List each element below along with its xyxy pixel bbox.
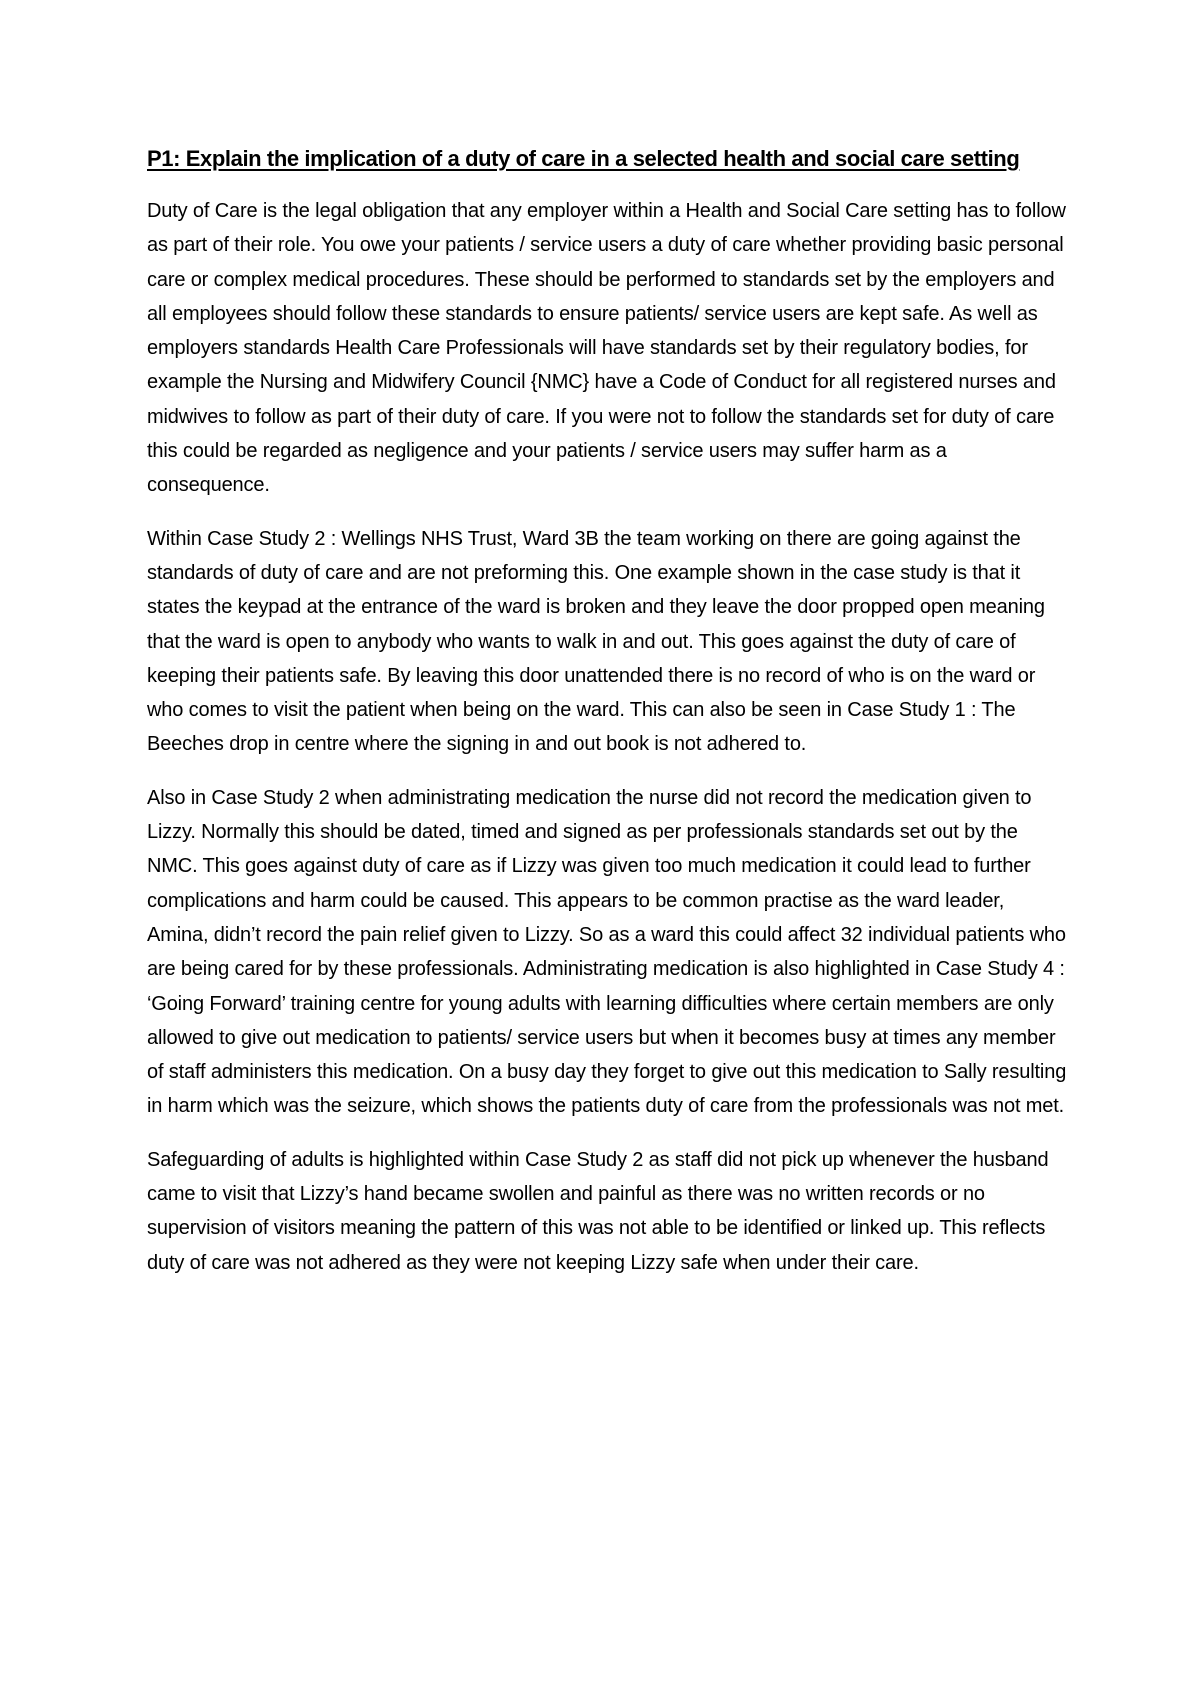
paragraph-medication-records: Also in Case Study 2 when administrating medication the nurse did not record the medication given to Lizzy. Normally this should be dated, timed and signed as per professionals standards set out by the NMC. This goes against duty of care as if Lizzy was given too much medication it could lead to further complications and harm could be caused. This appears to be common practise as the ward leader, Amina, didn’t record the pain relief given to Lizzy. So as a ward this could affect 32 individual patients who are being cared for by these professionals. Administrating medication is also highlighted in Case Study 4 : ‘Going Forward’ training centre for young adults with learning difficulties where certain members are only allowed to give out medication to patients/ service users but when it becomes busy at times any member of staff administers this medication. On a busy day they forget to give out this medication to Sally resulting in harm which was the seizure, which shows the patients duty of care from the professionals was not met. bbox=[147, 786, 1067, 1118]
document-heading: P1: Explain the implication of a duty of care in a selected health and social care setting bbox=[147, 146, 1020, 171]
document-body bbox=[147, 142, 1067, 1299]
paragraph-case-study-2-ward-access: Within Case Study 2 : Wellings NHS Trust, Ward 3B the team working on there are going against the standards of duty of care and are not preforming this. One example shown in the case study is that it states the keypad at the entrance of the ward is broken and they leave the door propped open meaning that the ward is open to anybody who wants to walk in and out. This goes against the duty of care of keeping their patients safe. By leaving this door unattended there is no record of who is on the ward or who comes to visit the patient when being on the ward. This can also be seen in Case Study 1 : The Beeches drop in centre where the signing in and out book is not adhered to. bbox=[147, 527, 1045, 756]
paragraph-safeguarding-adults: Safeguarding of adults is highlighted within Case Study 2 as staff did not pick up whenever the husband came to visit that Lizzy’s hand became swollen and painful as there was no written records or no supervision of visitors meaning the pattern of this was not able to be identified or linked up. This reflects duty of care was not adhered as they were not keeping Lizzy safe when under their care. bbox=[147, 1148, 1049, 1274]
paragraph-duty-of-care-definition: Duty of Care is the legal obligation that any employer within a Health and Social Care setting has to follow as part of their role. You owe your patients / service users a duty of care whether providing basic personal care or complex medical procedures. These should be performed to standards set by the employers and all employees should follow these standards to ensure patients/ service users are kept safe. As well as employers standards Health Care Professionals will have standards set by their regulatory bodies, for example the Nursing and Midwifery Council {NMC} have a Code of Conduct for all registered nurses and midwives to follow as part of their duty of care. If you were not to follow the standards set for duty of care this could be regarded as negligence and your patients / service users may suffer harm as a consequence. bbox=[147, 200, 1066, 497]
